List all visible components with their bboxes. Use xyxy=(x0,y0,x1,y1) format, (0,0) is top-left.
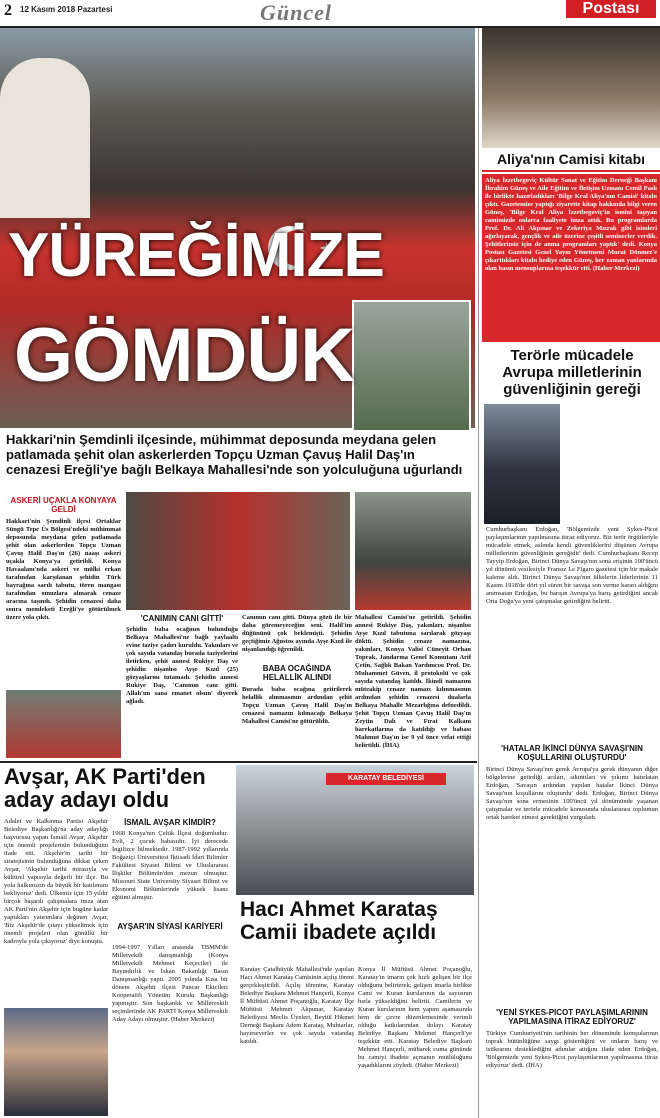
headline-line-1: YÜREĞİMİZE xyxy=(8,221,384,290)
avsar-portrait xyxy=(4,1008,108,1116)
aliya-photo xyxy=(482,28,660,148)
terror-body: Cumhurbaşkanı Erdoğan, 'Bölgemizde yeni Sykes-Picot paylaşımlarının yapılmasına itiraz ediyoruz. Biz terör örgütleriyle mücadele etmek, aslında kendi güvenliklerini düşünen Avrupa milletlerinin güvenliğinin gereğidir' dedi. Cumhurbaşkanı Recep Tayyip Erdoğan, Birinci Dünya Savaşı'nın sona erişinin 100'üncü yıl dönümü vesilesiyle Fransız Le Figaro gazetesi için bir makale kaleme aldı. Birinci Dünya Savaşı'nın ülkelerin liderlerinin 11 Kasım 1918'de dört yıl süren bir savaşa son verme kararı aldığını anımsatan Erdoğan, bu barışın Avrupa'ya barış getirdiğini ancak Orta Doğu'ya yeni çatışmalar getirdiğini belirtti. xyxy=(486,526,658,605)
mosque-ceremony-photo xyxy=(236,765,474,895)
issue-date: 12 Kasım 2018 Pazartesi xyxy=(20,5,113,14)
avsar-title: Avşar, AK Parti'den aday adayı oldu xyxy=(4,764,206,812)
subhead-baba: BABA OCAĞINDA HELALLİK ALINDI xyxy=(262,664,332,682)
coffin-photo-small xyxy=(6,690,121,758)
headline-line-2: GÖMDÜK xyxy=(14,313,355,398)
mourners-photo xyxy=(126,492,350,610)
story-col-4: Mahallesi Camisi'ne getirildi. Şehidin annesi Rukiye Daş, yakınları, nişanlısı Ayşe Kızıl tabutuna sarılarak gözyaşı döktü. Şehidin cenaze namazına, yakınları, Konya Valisi Cüneyit Orhan Toprak, Jandarma Genel Komutanı Arif Çetin, Sağlık Bakan Yardımcısı Prof. Dr. Muhammet Güven, il protokolü ve çok sayıda vatandaş katıldı. İkindi namazını müteakip cenaze namazı kılınmasının ardından şehidin cenazesi dualarla Belkaya Mahalle Mezarlığına defnedildi. Şehit Topçu Uzman Çavuş Halil Daş'ın Zeytin Dalı ve Fırat Kalkanı harekatlarına da katıldığı ve babası Mahmut Daş'ın ise 9 yıl önce vefat ettiği belirtildi. (İHA) xyxy=(355,614,471,749)
terror-body-2: Birinci Dünya Savaşı'nın gerek Avrupa'ya gerek dünyanın diğer bölgelerine getirdiği acıları, sıkıntıları ve yıkımı hatırlatan Erdoğan, 'Savaşın ardından yapılan hatalar İkinci Dünya Savaşı'nın koşullarını oluşturdu' dedi. Erdoğan, Birinci Dünya Savaşı'nın sona ermesinin 100'üncü yıl dönümünde yaşanan çatışmalar ve terörle mücadele konusunda uluslararası toplumun ortak hareket etmesi gerektiğini vurguladı. xyxy=(486,766,658,821)
terror-body-3: Türkiye Cumhuriyeti'nin tarihinin her döneminde komşularının toprak bütünlüğüne saygı gösterdiğini ve onların barış ve istikrarını desteklediğini adımlar attığını ifade eden Erdoğan, 'Bölgemizde yeni Sykes-Picot paylaşımlarının yapılmasına itiraz ediyoruz' dedi. (İHA) xyxy=(486,1030,658,1069)
story-col-1: Hakkari'nin Şemdinli ilçesi Ortaklar Süngü Tepe Üs Bölgesi'ndeki mühimmat deposunda meydana gelen patlamada şehit olan askerlerden Topçu Uzman Çavuş Halil Daş'ın (26) naaşı askeri uçakla Konya'ya getirildi. Konya Havaalanı'nda askeri ve mülki erkan tarafından karşılanan şehidin Türk bayrağına sarılı tabutu, tören mangası tarafından omuzlara alınarak cenaze aracına taşındı. Şehidin cenazesi daha sonra memleketi Ereğli'ye götürülmek üzere yola çıktı. xyxy=(6,518,121,621)
main-deck: Hakkari'nin Şemdinli ilçesinde, mühimmat deposunda meydana gelen patlamada şehit olan askerlerden Topçu Uzman Çavuş Halil Daş'ın cenazesi Ereğli'ye bağlı Belkaya Mahallesi'nde son yolculuğuna uğurlandı xyxy=(6,432,463,477)
ceremony-photo xyxy=(355,492,471,610)
brand-logo: Postası xyxy=(566,0,656,18)
soldier-portrait xyxy=(352,300,471,432)
mosque-col-2: Konya İl Müftüsü Ahmet Poçanoğlu, Karatay'ın imarın çok hızlı gelişen bir ilçe olduğunu belirterek; gelişen imarla birlikte Cami ve Kuran kurslarının da sayısının hızla yükseldiğini belirtti. Camilerin ve Kuran kurslarının hem yapım aşamasında hem de çevre düzenlemesinde verimli olduğu katkılarından dolayı Karatay Belediye Başkanı Mehmet Hançerli'ye teşekkür etti. Karatay Belediye Başkanı Mehmet Hançerli, mübarek cuma gününde bu camiyi ibadete açmanın mutluluğunu yaşadıklarını söyledi. (Haber Merkezi) xyxy=(358,966,472,1069)
avsar-subhead-2: AYŞAR'IN SİYASİ KARİYERİ xyxy=(117,922,223,931)
erdogan-photo xyxy=(484,404,560,524)
terror-title: Terörle mücadele Avrupa milletlerinin güvenliğinin gereği xyxy=(502,347,642,398)
aliya-body: Aliya İzzetbegoviç Kültür Sanat ve Eğitim Derneği Başkanı İbrahim Güneş ve Aile Eğitim ve İletişim Uzmanı Cemil Paslı ile birlikte hazırladıkları 'Bilge Kral Aliya'nın Camisi' kitabı çıktı. Gazetemize yaptığı ziyarette kitap hakkında bilgi veren Güneş, 'Bilge Kral Aliya İzzetbegoviç'in ismini taşıyan camimizde onlarca faaliyete imza attık. Bu programlarda Prof. Dr. Ali Akpınar ve Zekeriya Mızrak gibi isimleri ağırlayarak, gençlik ve aile üzerine çeşitli seminerler verdik. Şehitlerimiz için de anma programları yaptık' dedi. Konya Postası Gazetesi Genel Yayın Yönetmeni Murat Dönmez'e çıkarttıkları kitabı hediye eden Güneş, her zaman yanlarında olan basın mensuplarına teşekkür etti. (Haber Merkezi) xyxy=(482,174,660,342)
section-title: Güncel xyxy=(260,0,332,25)
mosque-col-1: Karatay Çatalhüyük Mahallesi'nde yapılan Hacı Ahmet Karataş Camisinin açılış töreni gerçekleştirildi. Açılış törenine, Karatay Belediye Başkanı Mehmet Hançerli, Konya İl Müftüsü Ahmet Poçanoğlu, Karatay İlçe Müftüsü Mehmet Akpunar, Karatay Belediyesi Meclis Üyeleri, Beytül Hikmet Derneği Başkanı Adem Karataş, Muhtarlar, hayırseverler ve çok sayıda vatandaş katıldı. xyxy=(240,966,354,1045)
avsar-bio-2: 1994-1997 Yılları arasında TBMM'de Milletvekili danışmanlığı (Konya Milletvekili Mehmet Keçeciler) ile Bayındırlık ve İskan Bakanlığı Basın Danışmanlığı yaptı. 2005 yılında Kısa bir dönem Akşehir ilçesi Pancar Ekicileri Kooperatifi Yönetim Kurulu Başkanlığı yapmıştır. Son başkanlık ve Milletvekili seçimlerinde AK PARTİ Konya Milletvekili Aday Adayı olmuştur. (Haber Merkezi) xyxy=(112,944,228,1023)
avsar-bio: 1968 Konya'nın Çeltik İlçesi doğumludur. Evli, 2 çocuk babasıdır. İyi derecede İngilizce bilmektedir. 1987-1992 yıllarında Boğaziçi Üniversitesi İktisadi İdari Bilimler Fakültesi Siyaset Bilimi ve Uluslararası İlişkiler Bölümün'den mezun olmuştur. Missouri State University Siyaset Bilimi ve Ekonomi Bölümlerinde yüksek lisans eğitimi almıştır. xyxy=(112,830,228,901)
aliya-title: Aliya'nın Camisi kitabı xyxy=(482,148,660,172)
page-number: 2 xyxy=(4,2,12,19)
mosque-title: Hacı Ahmet Karataş Camii ibadete açıldı xyxy=(240,898,438,944)
banner-karatay: KARATAY BELEDİYESİ xyxy=(326,773,446,785)
terror-subhead-2: 'YENİ SYKES-PICOT PAYLAŞIMLARININ YAPILMASINA İTİRAZ EDİYORUZ' xyxy=(496,1008,648,1026)
story-col-3b: Burada baba ocağına getirilerek helallik alınmasının ardından şehit Topçu Uzman Çavuş Halil Daş'ın cenazesi namazın kılınacağı Belkaya Mahallesi Camisi'ne götürüldü. xyxy=(242,686,352,725)
section-divider xyxy=(0,761,477,763)
subhead-canim: 'CANIMIN CANI GİTTİ' xyxy=(140,614,224,623)
story-col-3: Canımın canı gitti. Dünya gözü ile bir daha göremeyeceğim seni. Halil'im düğününü çok beklemişti. Şehidin geçtiğimiz Ağustos ayında Ayşe Kızıl ile nişanlandığı öğrenildi. xyxy=(242,614,352,653)
subhead-askeri: ASKERİ UÇAKLA KONYAYA GELDİ xyxy=(10,496,117,514)
column-divider xyxy=(478,28,479,1118)
avsar-subhead-1: İSMAİL AVŞAR KİMDİR? xyxy=(124,818,216,827)
avsar-body: Adalet ve Kalkınma Partisi Akşehir Belediye Başkanlığı'na aday adaylığı başvurusu yapan İsmail Avşar, Akşehir için önemli projelerinin bulunduğunu ifade etti. Akşehir'in tarihi bir stratejisinin bulunduğuna dikkat çeken Avşar, 'Akşehir tarihi mirasıyla ve kültürel yapısıyla değerli bir ilçe. Bu yola halkımızın da büyük bir katılımını bekliyoruz' dedi. Ülkemiz için 15 yıldır birçok başarılı çalışmalara imza atan AK Parti'nin Akşehir için bugüne kadar yaptıkları yatırımlara değinen Avşar, 'Biz Akşehir'de çıtayı yükseltmek için önemli projeleri olan gönüllü bir kadroyla yola çıkıyoruz' diye konuştu. xyxy=(4,818,108,945)
terror-subhead-1: 'HATALAR İKİNCİ DÜNYA SAVAŞI'NIN KOŞULLARINI OLUŞTURDU' xyxy=(501,744,643,762)
story-col-2: Şehidin baba ocağının bulunduğu Belkaya Mahallesi'ne bağlı yaylaaltı evine taziye çadırı kuruldu. Yakınları ve çok sayıda vatandaş burada taziyelerini iletirken, şehit annesi Rukiye Daş ve şehidin nişanlısı Ayşe Kızıl (25) gözyaşlarını tutamadı. Şehidin annesi Rukiye Daş, 'Canımın canı gitti. Allah'ım sana emanet olsun' diyerek ağladı. xyxy=(126,626,238,705)
